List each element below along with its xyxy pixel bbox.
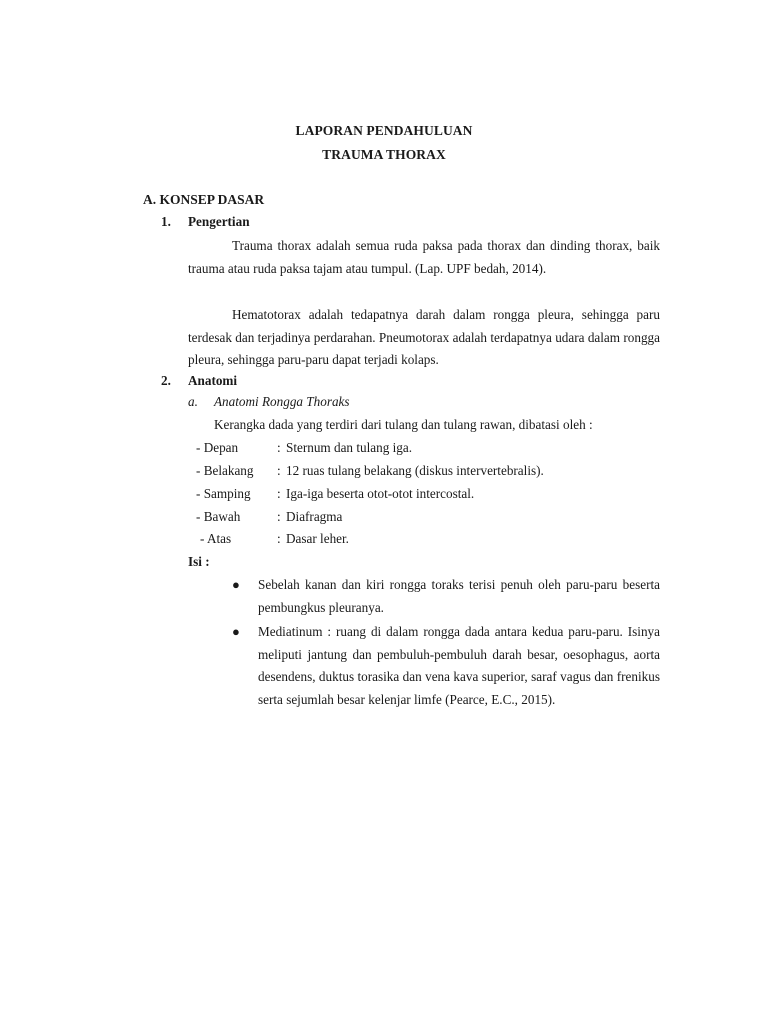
paragraph-text: Trauma thorax adalah semua ruda paksa pada thorax dan dinding thorax, baik trauma atau ruda paksa tajam atau tumpul. (Lap. UPF bedah, 2014).	[188, 238, 660, 276]
boundary-label: - Depan	[196, 440, 239, 455]
document-title: LAPORAN PENDAHULUAN	[295, 123, 473, 138]
boundary-separator: :	[277, 531, 281, 546]
boundary-row	[0, 463, 768, 483]
boundary-value: Dasar leher.	[286, 531, 349, 546]
bullet-text: Sebelah kanan dan kiri rongga toraks terisi penuh oleh paru-paru beserta pembungkus pleuranya.	[258, 577, 660, 615]
boundary-value: Diafragma	[286, 509, 343, 524]
boundary-row	[0, 531, 768, 551]
item-number: 1.	[161, 214, 171, 229]
boundary-value: 12 ruas tulang belakang (diskus intervertebralis).	[286, 463, 544, 478]
isi-label: Isi :	[188, 554, 210, 569]
bullet-icon: ●	[232, 577, 240, 592]
paragraph	[188, 304, 660, 372]
boundary-separator: :	[277, 486, 281, 501]
bullet-text: Mediatinum : ruang di dalam rongga dada antara kedua paru-paru. Isinya meliputi jantung dan pembuluh-pembuluh darah besar, oesophagus, aorta desendens, duktus torasika dan vena kava superior, saraf vagus dan frenikus serta sejumlah besar kelenjar limfe (Pearce, E.C., 2015).	[258, 624, 660, 708]
paragraph-text: Hematotorax adalah tedapatnya darah dalam rongga pleura, sehingga paru terdesak dan terjadinya perdarahan. Pneumotorax adalah terdapatnya udara dalam rongga pleura, sehingga paru-paru dapat terjadi kolaps.	[188, 307, 660, 368]
paragraph	[188, 235, 660, 280]
boundary-label: - Belakang	[196, 463, 254, 478]
bullet-icon: ●	[232, 624, 240, 639]
sub-heading	[188, 394, 350, 410]
numbered-heading-anatomi	[161, 373, 237, 389]
item-number: 2.	[161, 373, 171, 388]
boundary-separator: :	[277, 509, 281, 524]
boundary-separator: :	[277, 463, 281, 478]
document-subtitle: TRAUMA THORAX	[322, 147, 446, 162]
boundary-label: - Bawah	[196, 509, 241, 524]
item-title: Pengertian	[188, 214, 250, 229]
boundary-row	[0, 509, 768, 529]
item-title: Anatomi	[188, 373, 238, 388]
boundary-value: Iga-iga beserta otot-otot intercostal.	[286, 486, 475, 501]
sub-title: Anatomi Rongga Thoraks	[214, 394, 350, 409]
boundary-row	[0, 486, 768, 506]
numbered-heading-pengertian	[161, 214, 250, 230]
boundary-row	[0, 440, 768, 460]
boundary-value: Sternum dan tulang iga.	[286, 440, 412, 455]
boundary-separator: :	[277, 440, 281, 455]
section-heading: A. KONSEP DASAR	[143, 192, 265, 207]
intro-text: Kerangka dada yang terdiri dari tulang dan tulang rawan, dibatasi oleh :	[214, 417, 593, 432]
boundary-label: - Samping	[196, 486, 251, 501]
sub-letter: a.	[188, 394, 198, 409]
boundary-label: - Atas	[200, 531, 232, 546]
